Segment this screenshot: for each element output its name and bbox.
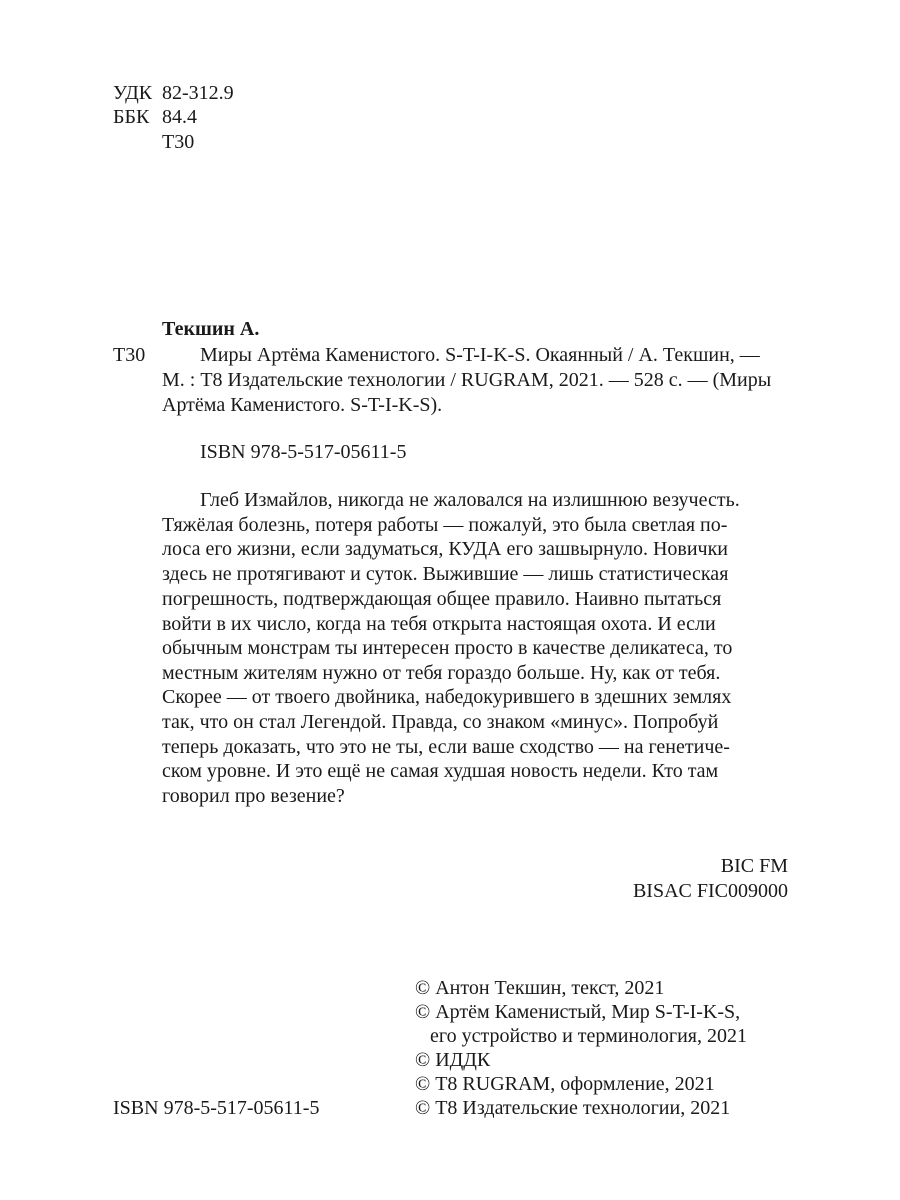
author-heading: Текшин А.: [162, 318, 260, 340]
annotation-line: говорил про везение?: [162, 785, 345, 807]
bic-code: BIC FM: [720, 855, 788, 877]
bisac-code: BISAC FIC009000: [632, 880, 788, 902]
copyright-line: его устройство и терминология, 2021: [430, 1025, 747, 1047]
bbk-label: ББК: [113, 106, 150, 128]
annotation-line: обычным монстрам ты интересен просто в качестве деликатеса, то: [162, 637, 733, 659]
record-isbn: ISBN 978-5-517-05611-5: [200, 441, 407, 463]
annotation-line: теперь доказать, что это не ты, если ваше сходство — на генетиче-: [162, 736, 730, 758]
annotation-line: лоса его жизни, если задуматься, КУДА его зашвырнуло. Новички: [162, 538, 729, 560]
annotation-line: местным жителям нужно от тебя гораздо больше. Ну, как от тебя.: [162, 662, 721, 684]
annotation-line: Скорее — от твоего двойника, набедокурившего в здешних землях: [162, 686, 732, 708]
annotation-line: так, что он стал Легендой. Правда, со знаком «минус». Попробуй: [162, 711, 719, 733]
copyright-line: © ИДДК: [415, 1049, 491, 1071]
annotation-line: погрешность, подтверждающая общее правило. Наивно пытаться: [162, 588, 722, 610]
annotation-line: Тяжёлая болезнь, потеря работы — пожалуй, это была светлая по-: [162, 514, 728, 536]
bbk-value: 84.4: [162, 106, 197, 128]
copyright-line: © Т8 RUGRAM, оформление, 2021: [415, 1073, 715, 1095]
record-line: Миры Артёма Каменистого. S-T-I-K-S. Окаянный / А. Текшин, —: [200, 344, 760, 366]
author-mark-top: Т30: [162, 131, 195, 153]
annotation-line: ском уровне. И это ещё не самая худшая новость недели. Кто там: [162, 760, 719, 782]
footer-isbn: ISBN 978-5-517-05611-5: [113, 1097, 320, 1119]
copyright-line: © Т8 Издательские технологии, 2021: [415, 1097, 731, 1119]
copyright-line: © Артём Каменистый, Мир S-T-I-K-S,: [415, 1001, 741, 1023]
copyright-line: © Антон Текшин, текст, 2021: [415, 977, 665, 999]
annotation-line: Глеб Измайлов, никогда не жаловался на излишнюю везучесть.: [200, 489, 740, 511]
annotation-line: войти в их число, когда на тебя открыта настоящая охота. И если: [162, 613, 716, 635]
udk-value: 82-312.9: [162, 82, 234, 104]
annotation-line: здесь не протягивают и суток. Выжившие — лишь статистическая: [162, 563, 729, 585]
author-mark: Т30: [113, 344, 146, 366]
udk-label: УДК: [113, 82, 153, 104]
record-line: Артёма Каменистого. S-T-I-K-S).: [162, 394, 443, 416]
record-line: М. : Т8 Издательские технологии / RUGRAM, 2021. — 528 с. — (Миры: [162, 369, 772, 391]
